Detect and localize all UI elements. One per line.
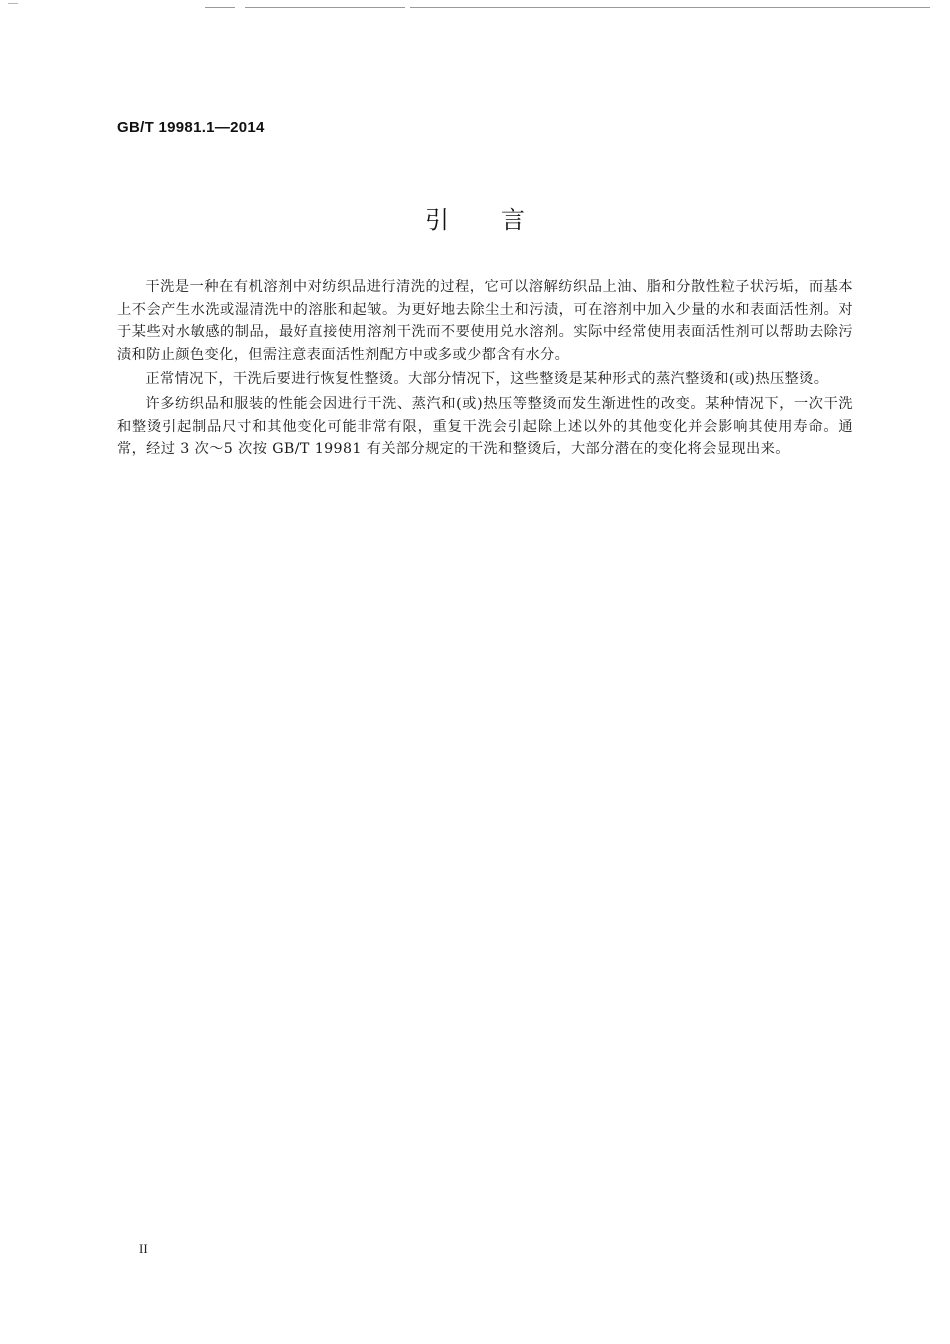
paragraph: 正常情况下，干洗后要进行恢复性整烫。大部分情况下，这些整烫是某种形式的蒸汽整烫和(或)热压整烫。 xyxy=(145,371,829,388)
paragraph: 许多纺织品和服装的性能会因进行干洗、蒸汽和(或)热压等整烫而发生渐进性的改变。某种情况下，一次干洗和整烫引起制品尺寸和其他变化可能非常有限，重复干洗会引起除上述以外的其他变化并会影响其使用寿命。通常，经过 3 次～5 次按 GB/T 19981 有关部分规定的干洗和整烫后，大部分潜在的变化将会显现出来。 xyxy=(117,395,853,458)
scan-edge-line xyxy=(245,7,405,8)
scan-corner-mark xyxy=(8,3,18,4)
page-title: 引言 xyxy=(425,206,577,234)
standard-code: GB/T 19981.1—2014 xyxy=(117,119,265,136)
scan-edge-line xyxy=(410,7,930,8)
scan-edge-line xyxy=(205,7,235,8)
paragraph: 干洗是一种在有机溶剂中对纺织品进行清洗的过程，它可以溶解纺织品上油、脂和分散性粒子状污垢，而基本上不会产生水洗或湿清洗中的溶胀和起皱。为更好地去除尘土和污渍，可在溶剂中加入少量的水和表面活性剂。对于某些对水敏感的制品，最好直接使用溶剂干洗而不要使用兑水溶剂。实际中经常使用表面活性剂可以帮助去除污渍和防止颜色变化，但需注意表面活性剂配方中或多或少都含有水分。 xyxy=(117,279,853,363)
page-number: II xyxy=(139,1241,148,1256)
document-body xyxy=(117,276,853,463)
